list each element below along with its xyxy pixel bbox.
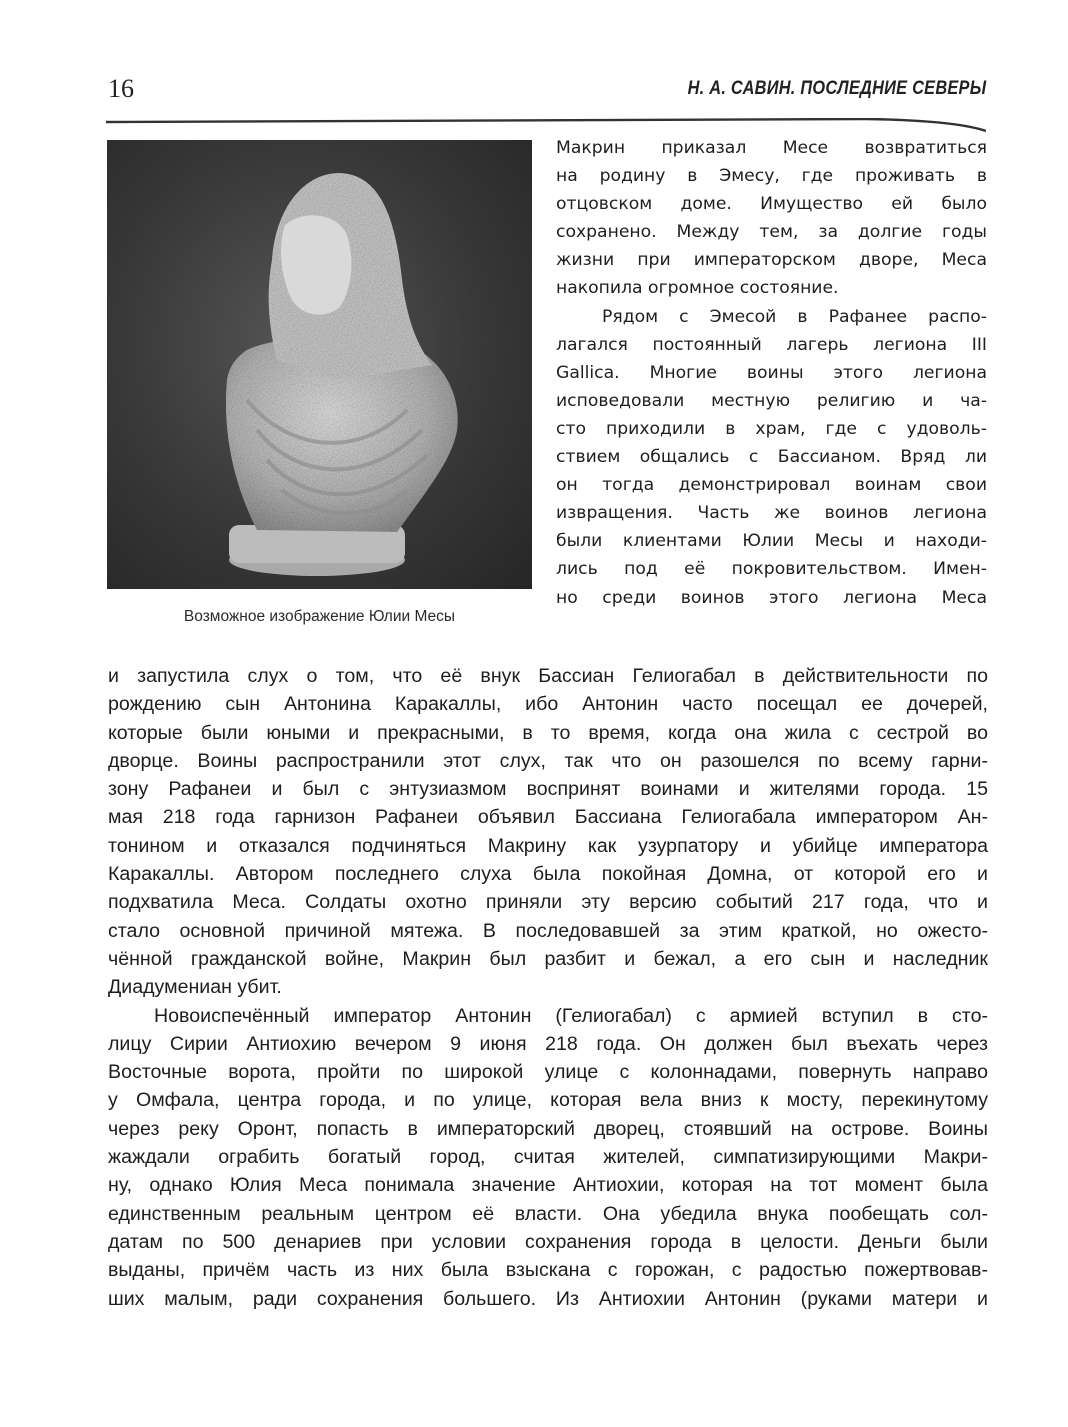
figure-caption: Возможное изображение Юлии Месы <box>183 608 456 625</box>
full-width-text <box>108 662 988 1313</box>
text-line: жизни при императорском дворе, Меса <box>556 250 987 271</box>
text-line: Диадумениан убит. <box>108 976 282 999</box>
text-line: извращения. Часть же воинов легиона <box>556 503 987 524</box>
text-line: Gallica. Многие воины этого легиона <box>556 362 987 383</box>
text-line: ну, однако Юлия Меса понимала значение Антиохии, которая на тот момент была <box>108 1174 988 1197</box>
text-line: чённой гражданской войне, Макрин был разбит и бежал, а его сын и наследник <box>108 947 988 970</box>
text-line: единственным реальным центром её власти. Она убедила внука пообещать сол- <box>108 1202 988 1225</box>
text-line: мая 218 года гарнизон Рафанеи объявил Бассиана Гелиогабала императором Ан- <box>108 806 988 829</box>
text-line: тонином и отказался подчиняться Макрину как узурпатору и убийце императора <box>108 834 988 857</box>
header-rule <box>106 118 986 134</box>
text-line: отцовском доме. Имущество ей было <box>556 194 987 215</box>
text-line: Рядом с Эмесой в Рафанее распо- <box>602 306 987 327</box>
text-line: лагался постоянный лагерь легиона III <box>556 334 987 355</box>
text-line: дворце. Воины распространили этот слух, так что он разошелся по всему гарни- <box>108 749 988 772</box>
text-line: лись под её покровительством. Имен- <box>556 559 987 580</box>
text-line: но среди воинов этого легиона Меса <box>556 587 987 608</box>
text-line: выданы, причём часть из них была взыскана с горожан, с радостью пожертвовав- <box>108 1259 988 1282</box>
text-line: зону Рафанеи и был с энтузиазмом воспринят воинами и жителями города. 15 <box>108 778 988 801</box>
text-line: исповедовали местную религию и ча- <box>556 390 987 411</box>
text-line: Макрин приказал Месе возвратиться <box>556 138 987 158</box>
text-line: он тогда демонстрировал воинам свои <box>556 475 987 496</box>
text-line: Восточные ворота, пройти по широкой улице с колоннадами, повернуть направо <box>108 1061 988 1084</box>
bust-photo <box>107 140 532 589</box>
right-column-text <box>556 134 987 612</box>
page-number: 16 <box>108 74 134 103</box>
text-line: были клиентами Юлии Месы и находи- <box>556 531 987 552</box>
running-head: Н. А. САВИН. ПОСЛЕДНИЕ СЕВЕРЫ <box>687 78 986 99</box>
text-line: ствием общались с Бассианом. Вряд ли <box>556 447 987 468</box>
text-line: лицу Сирии Антиохию вечером 9 июня 218 года. Он должен был въехать через <box>108 1032 988 1055</box>
text-line: накопила огромное состояние. <box>556 278 839 299</box>
text-line: подхватила Меса. Солдаты охотно приняли эту версию событий 217 года, что и <box>108 891 988 914</box>
text-line: через реку Оронт, попасть в императорский дворец, стоявший на острове. Воины <box>108 1117 988 1140</box>
text-line: Новоиспечённый император Антонин (Гелиогабал) с армией вступил в сто- <box>154 1004 988 1027</box>
text-line: сохранено. Между тем, за долгие годы <box>556 222 987 243</box>
text-line: у Омфала, центра города, и по улице, которая вела вниз к мосту, перекинутому <box>108 1089 988 1112</box>
text-line: датам по 500 денариев при условии сохранения города в целости. Деньги были <box>108 1230 988 1253</box>
bust-illustration <box>107 140 532 589</box>
text-line: на родину в Эмесу, где проживать в <box>556 166 987 187</box>
text-line: Каракаллы. Автором последнего слуха была покойная Домна, от которой его и <box>108 863 988 886</box>
text-line: которые были юными и прекрасными, в то время, когда она жила с сестрой во <box>108 721 988 744</box>
text-line: жаждали ограбить богатый город, считая жителей, симпатизирующими Макри- <box>108 1146 988 1169</box>
text-line: и запустила слух о том, что её внук Бассиан Гелиогабал в действительности по <box>108 665 988 687</box>
text-line: сто приходили в храм, где с удоволь- <box>556 418 987 439</box>
text-line: рождению сын Антонина Каракаллы, ибо Антонин часто посещал ее дочерей, <box>108 693 988 716</box>
text-line: ших малым, ради сохранения большего. Из Антиохии Антонин (руками матери и <box>108 1287 988 1310</box>
text-line: стало основной причиной мятежа. В последовавшей за этим краткой, но ожесто- <box>108 919 988 942</box>
